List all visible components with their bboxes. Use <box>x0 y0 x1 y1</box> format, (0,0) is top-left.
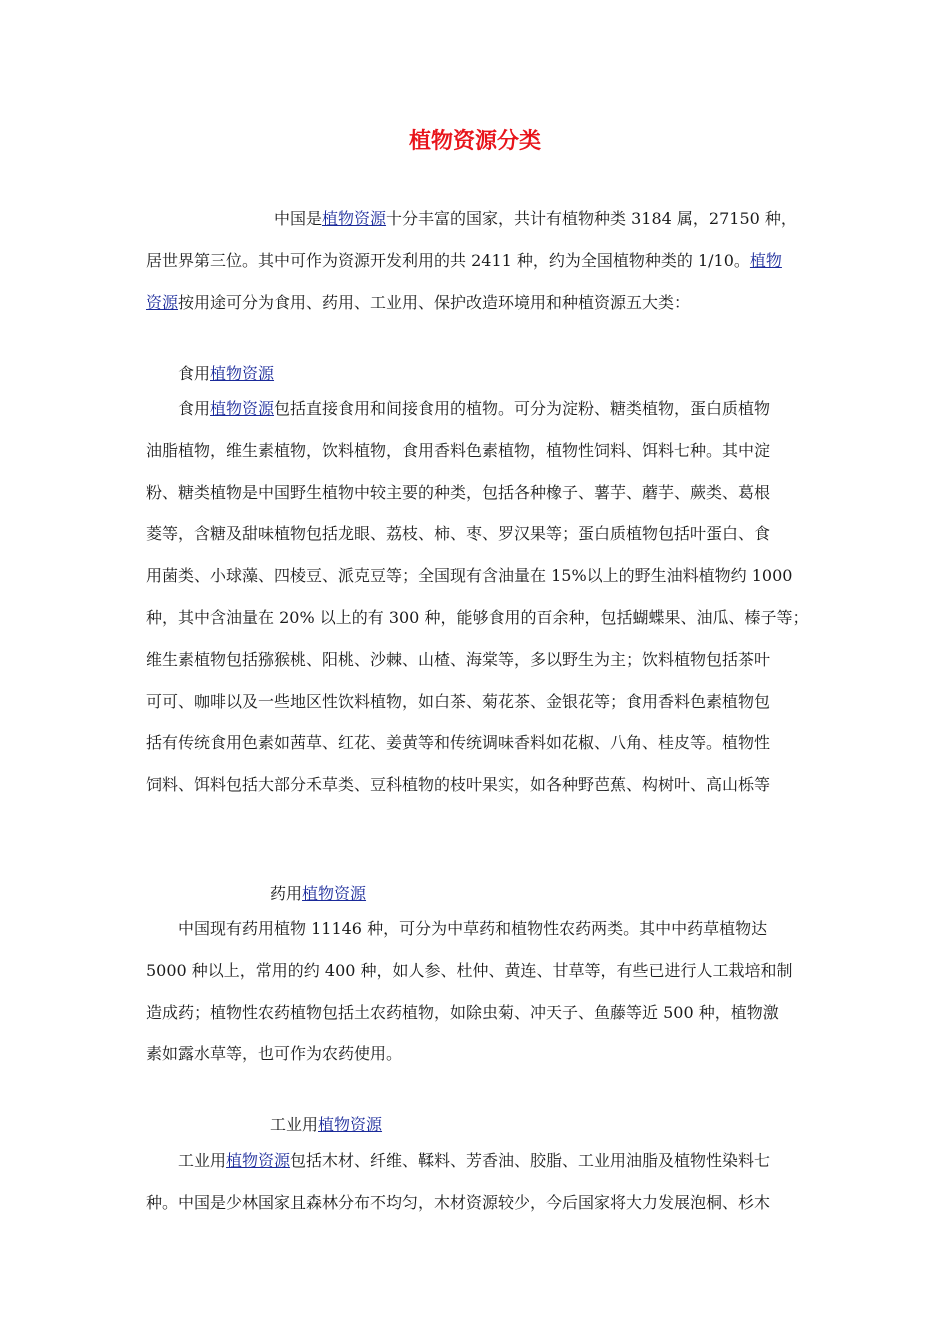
food-paragraph <box>146 388 816 806</box>
medicinal-heading-link[interactable]: 植物资源 <box>302 884 367 903</box>
medicinal-line <box>146 908 816 950</box>
intro-text-1a: 中国是 <box>274 209 323 228</box>
food-heading-prefix: 食用 <box>178 364 211 383</box>
industrial-text-1b: 包括木材、纤维、鞣料、芳香油、胶脂、工业用油脂及植物性染料七 <box>290 1151 771 1170</box>
food-line: 用菌类、小球藻、四棱豆、派克豆等；全国现有含油量在 15%以上的野生油料植物约 1000 <box>146 566 793 586</box>
industrial-section-heading <box>270 1113 382 1137</box>
food-line-1 <box>146 388 816 430</box>
page-title: 植物资源分类 <box>408 129 541 154</box>
medicinal-paragraph <box>146 908 816 1075</box>
industrial-inline-link[interactable]: 植物资源 <box>226 1151 291 1170</box>
food-line: 饲料、饵料包括大部分禾草类、豆科植物的枝叶果实，如各种野芭蕉、构树叶、高山栎等 <box>146 775 771 795</box>
food-section-heading <box>178 362 274 386</box>
intro-line-2 <box>146 240 816 282</box>
industrial-line-1 <box>146 1140 816 1182</box>
food-text-1a: 食用 <box>178 399 211 418</box>
food-heading-link[interactable]: 植物资源 <box>210 364 275 383</box>
intro-text-2a: 居世界第三位。其中可作为资源开发利用的共 2411 种，约为全国植物种类的 1/10。 <box>146 250 750 270</box>
intro-paragraph <box>146 198 816 323</box>
food-line: 维生素植物包括猕猴桃、阳桃、沙棘、山楂、海棠等，多以野生为主；饮料植物包括茶叶 <box>146 649 771 669</box>
industrial-heading-link[interactable]: 植物资源 <box>318 1115 383 1134</box>
food-line: 可可、咖啡以及一些地区性饮料植物，如白茶、菊花茶、金银花等；食用香料色素植物包 <box>146 691 771 711</box>
intro-text-3b: 按用途可分为食用、药用、工业用、保护改造环境用和种植资源五大类： <box>178 292 691 312</box>
food-line: 种，其中含油量在 20% 以上的有 300 种，能够食用的百余种，包括蝴蝶果、油瓜、榛子等； <box>146 607 809 627</box>
food-line: 括有传统食用色素如茜草、红花、姜黄等和传统调味香料如花椒、八角、桂皮等。植物性 <box>146 733 771 753</box>
food-line: 油脂植物，维生素植物，饮料植物，食用香料色素植物，植物性饲料、饵料七种。其中淀 <box>146 440 771 460</box>
food-line: 粉、糖类植物是中国野生植物中较主要的种类，包括各种橡子、薯芋、蘑芋、蕨类、葛根 <box>146 482 771 502</box>
food-text-1b: 包括直接食用和间接食用的植物。可分为淀粉、糖类植物，蛋白质植物 <box>274 399 771 418</box>
plant-resource-link-part1[interactable]: 植物 <box>749 250 782 270</box>
intro-text-1b: 十分丰富的国家，共计有植物种类 3184 属，27150 种， <box>386 209 797 228</box>
food-inline-link[interactable]: 植物资源 <box>210 399 275 418</box>
industrial-paragraph <box>146 1140 816 1224</box>
intro-line-1 <box>146 198 816 240</box>
plant-resource-link-part2[interactable]: 资源 <box>146 292 179 312</box>
medicinal-line: 造成药；植物性农药植物包括土农药植物，如除虫菊、冲天子、鱼藤等近 500 种，植物激 <box>146 1002 779 1022</box>
medicinal-section-heading <box>270 882 366 906</box>
industrial-text-1a: 工业用 <box>178 1151 227 1170</box>
intro-line-3 <box>146 282 816 324</box>
medicinal-heading-prefix: 药用 <box>270 884 303 903</box>
plant-resource-link[interactable]: 植物资源 <box>322 209 387 228</box>
food-line: 菱等，含糖及甜味植物包括龙眼、荔枝、柿、枣、罗汉果等；蛋白质植物包括叶蛋白、食 <box>146 524 771 544</box>
medicinal-text-1: 中国现有药用植物 11146 种，可分为中草药和植物性农药两类。其中中药草植物达 <box>178 919 768 938</box>
industrial-heading-prefix: 工业用 <box>270 1115 319 1134</box>
medicinal-line: 5000 种以上，常用的约 400 种，如人参、杜仲、黄连、甘草等，有些已进行人工栽培和制 <box>146 960 793 980</box>
medicinal-line: 素如露水草等，也可作为农药使用。 <box>146 1044 403 1064</box>
industrial-line: 种。中国是少林国家且森林分布不均匀，木材资源较少，今后国家将大力发展泡桐、杉木 <box>146 1192 771 1212</box>
